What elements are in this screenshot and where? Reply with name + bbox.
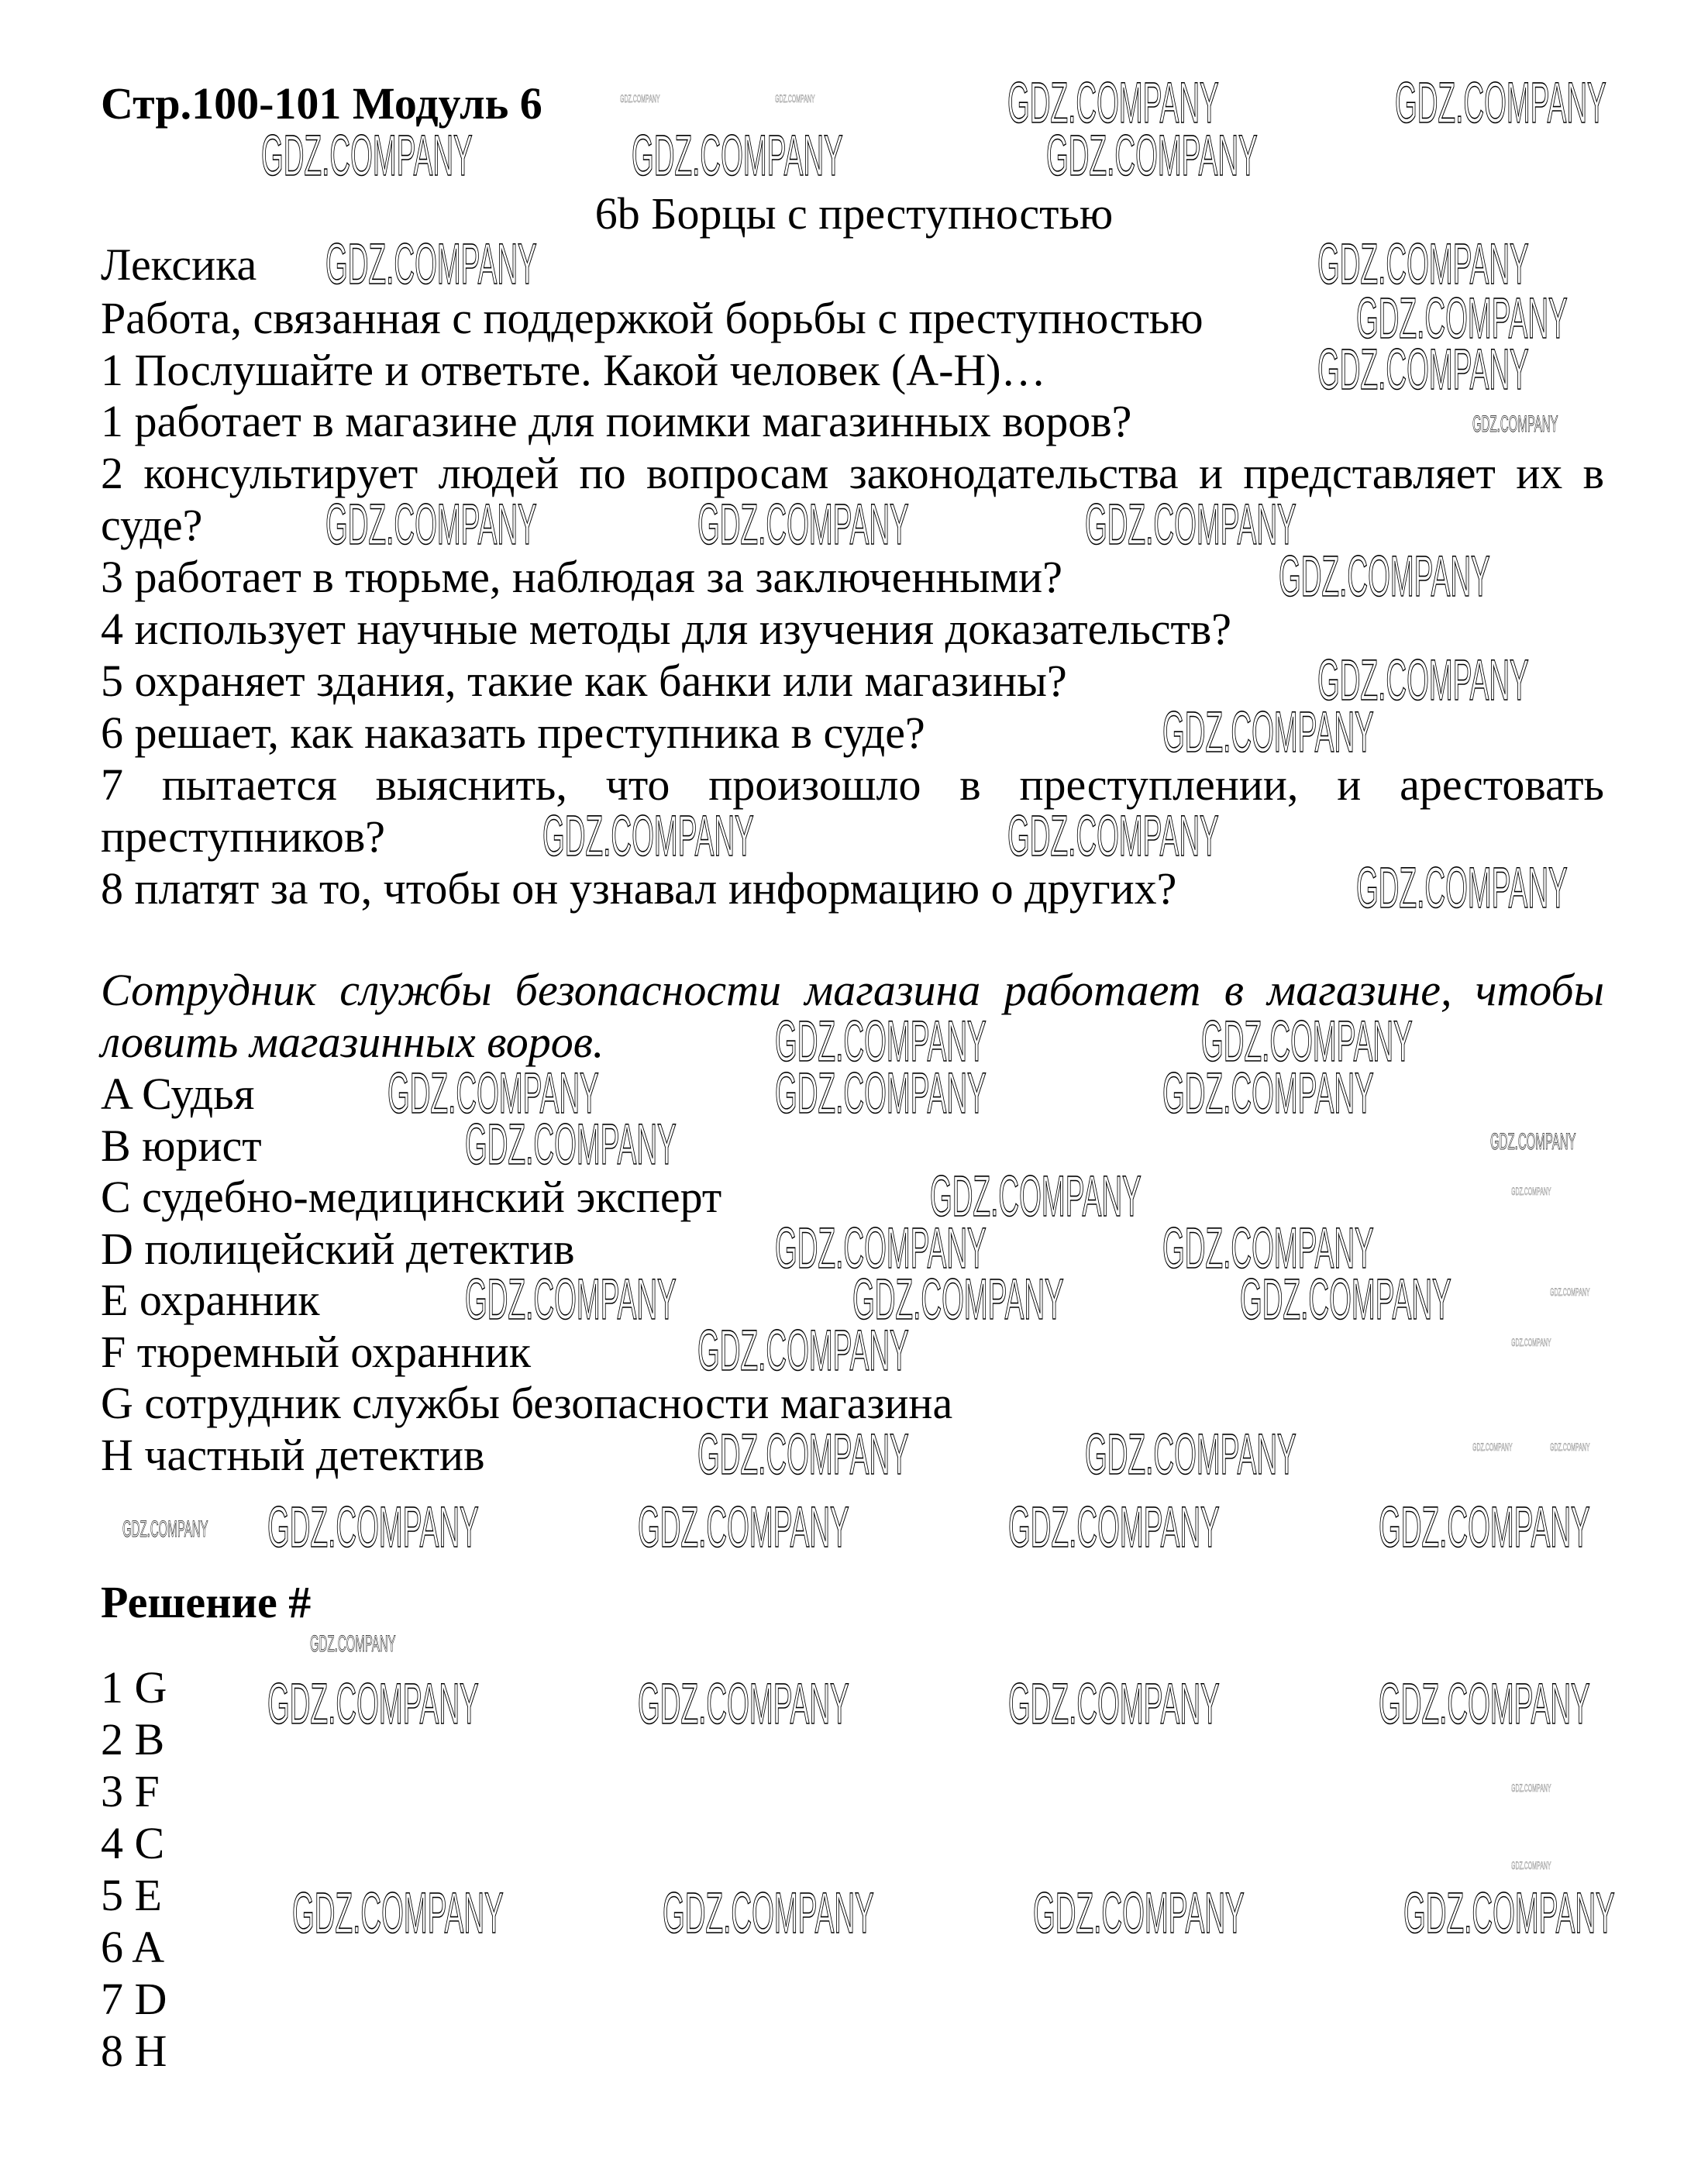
watermark: GDZ.COMPANY: [292, 1881, 504, 1945]
section-label: Лексика: [101, 239, 257, 290]
answer-item: 1 G: [101, 1662, 167, 1713]
answer-item: 4 C: [101, 1818, 165, 1868]
watermark: GDZ.COMPANY: [1403, 1881, 1615, 1945]
watermark: GDZ.COMPANY: [122, 1517, 208, 1542]
watermark: GDZ.COMPANY: [1511, 1859, 1551, 1871]
watermark: GDZ.COMPANY: [1511, 1782, 1551, 1794]
watermark: GDZ.COMPANY: [1279, 544, 1490, 608]
watermark: GDZ.COMPANY: [775, 1061, 987, 1125]
watermark: GDZ.COMPANY: [930, 1164, 1142, 1228]
watermark: GDZ.COMPANY: [267, 1495, 479, 1559]
watermark: GDZ.COMPANY: [775, 1216, 987, 1280]
watermark: GDZ.COMPANY: [542, 804, 754, 868]
page-title: Стр.100-101 Модуль 6: [101, 78, 542, 129]
option-item: H частный детектив: [101, 1430, 485, 1480]
watermark: GDZ.COMPANY: [1046, 123, 1258, 188]
watermark: GDZ.COMPANY: [1472, 411, 1558, 437]
question-line: суде?: [101, 500, 203, 550]
watermark: GDZ.COMPANY: [1550, 1441, 1590, 1453]
watermark: GDZ.COMPANY: [325, 232, 537, 296]
watermark: GDZ.COMPANY: [775, 1009, 987, 1073]
answer-item: 6 A: [101, 1922, 165, 1972]
question-line: 6 решает, как наказать преступника в суде?: [101, 708, 925, 758]
watermark: GDZ.COMPANY: [310, 1631, 396, 1657]
watermark: GDZ.COMPANY: [387, 1061, 599, 1125]
answer-item: 8 H: [101, 2026, 167, 2076]
watermark: GDZ.COMPANY: [1007, 804, 1219, 868]
answer-item: 7 D: [101, 1974, 167, 2024]
watermark: GDZ.COMPANY: [638, 1495, 849, 1559]
watermark: GDZ.COMPANY: [1511, 1336, 1551, 1348]
option-item: A Судья: [101, 1069, 255, 1119]
watermark: GDZ.COMPANY: [1201, 1009, 1413, 1073]
watermark: GDZ.COMPANY: [465, 1267, 677, 1331]
lesson-title: 6b Борцы с преступностью: [594, 188, 1114, 239]
question-line: 2 консультирует людей по вопросам законодательства и представляет их в: [101, 448, 1604, 498]
watermark: GDZ.COMPANY: [697, 1422, 909, 1486]
watermark: GDZ.COMPANY: [620, 92, 660, 105]
watermark: GDZ.COMPANY: [1356, 286, 1568, 350]
question-line: 7 пытается выяснить, что произошло в преступлении, и арестовать: [101, 759, 1604, 810]
watermark: GDZ.COMPANY: [1085, 1422, 1296, 1486]
watermark: GDZ.COMPANY: [632, 123, 843, 188]
question-line: 8 платят за то, чтобы он узнавал информацию о других?: [101, 863, 1177, 914]
option-item: G сотрудник службы безопасности магазина: [101, 1378, 953, 1428]
watermark: GDZ.COMPANY: [638, 1672, 849, 1736]
watermark: GDZ.COMPANY: [1162, 700, 1374, 764]
watermark: GDZ.COMPANY: [1317, 337, 1529, 401]
watermark: GDZ.COMPANY: [1162, 1061, 1374, 1125]
watermark: GDZ.COMPANY: [1007, 71, 1219, 135]
watermark: GDZ.COMPANY: [1008, 1672, 1220, 1736]
topic-line: Работа, связанная с поддержкой борьбы с преступностью: [101, 293, 1204, 343]
watermark: GDZ.COMPANY: [1395, 71, 1606, 135]
watermark: GDZ.COMPANY: [465, 1112, 677, 1176]
option-item: E охранник: [101, 1275, 320, 1325]
watermark: GDZ.COMPANY: [1240, 1267, 1451, 1331]
watermark: GDZ.COMPANY: [267, 1672, 479, 1736]
question-line: преступников?: [101, 811, 386, 862]
watermark: GDZ.COMPANY: [325, 492, 537, 556]
question-line: 1 работает в магазине для поимки магазинных воров?: [101, 396, 1132, 446]
watermark: GDZ.COMPANY: [1317, 648, 1529, 712]
watermark: GDZ.COMPANY: [697, 1318, 909, 1382]
watermark: GDZ.COMPANY: [1008, 1495, 1220, 1559]
answer-item: 5 E: [101, 1870, 162, 1920]
option-item: B юрист: [101, 1121, 262, 1171]
answer-item: 2 B: [101, 1714, 165, 1764]
watermark: GDZ.COMPANY: [1162, 1216, 1374, 1280]
watermark: GDZ.COMPANY: [261, 123, 473, 188]
watermark: GDZ.COMPANY: [1033, 1881, 1245, 1945]
option-item: F тюремный охранник: [101, 1327, 532, 1377]
question-line: 3 работает в тюрьме, наблюдая за заключенными?: [101, 552, 1062, 602]
watermark: GDZ.COMPANY: [1356, 856, 1568, 920]
watermark: GDZ.COMPANY: [852, 1267, 1064, 1331]
watermark: GDZ.COMPANY: [1490, 1129, 1576, 1155]
option-item: D полицейский детектив: [101, 1224, 575, 1274]
watermark: GDZ.COMPANY: [697, 492, 909, 556]
question-line: 5 охраняет здания, такие как банки или магазины?: [101, 656, 1067, 706]
watermark: GDZ.COMPANY: [1317, 232, 1529, 296]
watermark: GDZ.COMPANY: [1511, 1185, 1551, 1197]
watermark: GDZ.COMPANY: [1550, 1286, 1590, 1298]
watermark: GDZ.COMPANY: [1085, 492, 1296, 556]
example-line: ловить магазинных воров.: [101, 1017, 604, 1067]
watermark: GDZ.COMPANY: [1472, 1441, 1513, 1453]
watermark: GDZ.COMPANY: [663, 1881, 874, 1945]
example-line: Сотрудник службы безопасности магазина работает в магазине, чтобы: [101, 965, 1604, 1015]
watermark: GDZ.COMPANY: [1379, 1672, 1590, 1736]
option-item: C судебно-медицинский эксперт: [101, 1172, 722, 1222]
question-line: 4 использует научные методы для изучения доказательств?: [101, 604, 1232, 654]
task-line: 1 Послушайте и ответьте. Какой человек (A-H)…: [101, 345, 1046, 395]
watermark: GDZ.COMPANY: [775, 92, 815, 105]
solution-title: Решение #: [101, 1577, 312, 1627]
answer-item: 3 F: [101, 1766, 160, 1816]
watermark: GDZ.COMPANY: [1379, 1495, 1590, 1559]
